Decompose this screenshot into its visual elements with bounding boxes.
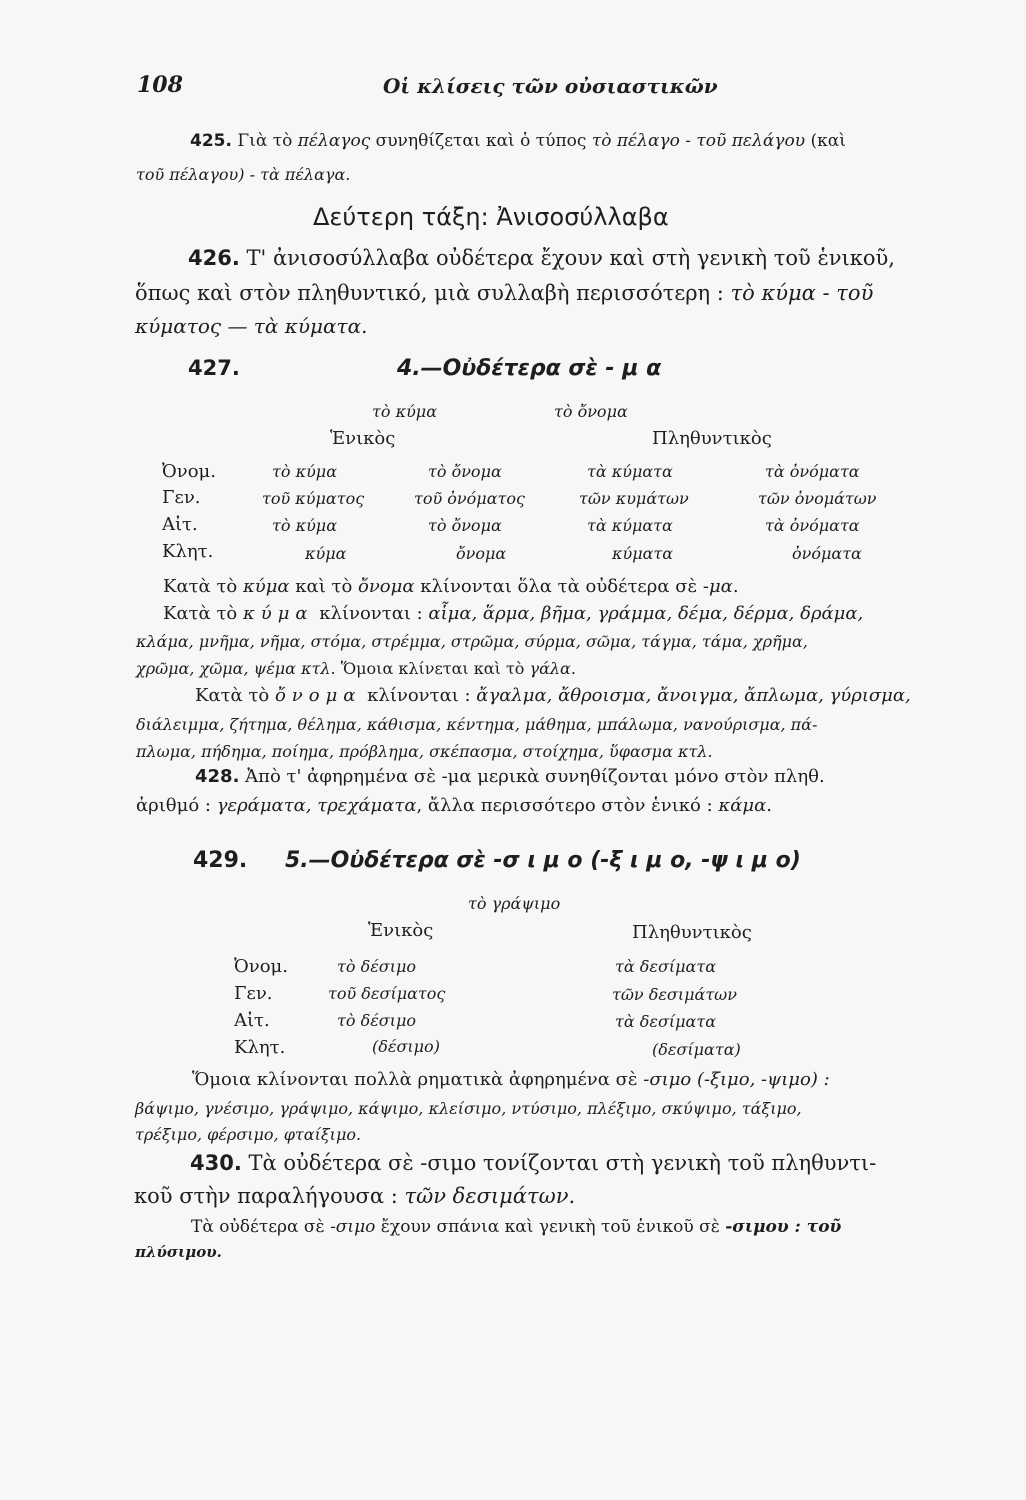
text: χρῶμα, χῶμα, ψέμα κτλ. [136, 659, 336, 678]
cell: τὸ κύμα [272, 516, 337, 535]
text: ἀριθμό : [136, 795, 217, 816]
text: συνηθίζεται καὶ ὁ τύπος [370, 131, 592, 151]
cell: τῶν κυμάτων [579, 489, 689, 508]
para-430-note-line2: πλύσιμου. [135, 1243, 222, 1261]
cell: κύμα [305, 544, 347, 563]
cell: τὸ ὄνομα [428, 462, 502, 481]
para-427-line5 [195, 685, 911, 706]
cell: ὄνομα [456, 544, 507, 563]
cell: τὸ δέσιμο [337, 1011, 417, 1030]
example-word: τὸ κύμα [372, 402, 437, 421]
para-425-line1 [190, 131, 846, 151]
case-label: Αἰτ. [162, 514, 198, 535]
text: κύμα [242, 603, 314, 624]
cell: τῶν ὀνομάτων [758, 489, 877, 508]
text: κλίνονται ὅλα τὰ οὐδέτερα σὲ - [414, 576, 709, 597]
section-number-429: 429. [193, 848, 248, 873]
text: Τ' ἀνισοσύλλαβα οὐδέτερα ἔχουν καὶ στὴ γενικὴ τοῦ ἑνικοῦ, [246, 246, 895, 270]
section-number-427: 427. [188, 356, 240, 380]
text: -σιμου : τοῦ [725, 1217, 842, 1237]
text: τὸ κύμα - τοῦ [730, 281, 874, 305]
text: (καὶ [805, 131, 846, 151]
para-429-line2: βάψιμο, γνέσιμο, γράψιμο, κάψιμο, κλείσιμο, ντύσιμο, πλέξιμο, σκύψιμο, τάξιμο, [135, 1099, 802, 1118]
page-number: 108 [137, 72, 183, 98]
case-label: Γεν. [162, 487, 201, 508]
text: Κατὰ τὸ [195, 685, 275, 706]
text: τὸ πέλαγο - τοῦ πελάγου [591, 131, 806, 151]
text: πέλαγος [297, 131, 371, 151]
cell: κύματα [612, 544, 674, 563]
para-429-line1 [192, 1069, 830, 1090]
text: Ὅμοια κλίνεται καὶ τὸ [335, 659, 530, 678]
para-428-line2 [136, 795, 772, 816]
case-label: Ὀνομ. [234, 956, 288, 977]
text: Γιὰ τὸ [237, 131, 298, 151]
section-number-425: 425. [190, 131, 232, 151]
singular-label: Ἑνικὸς [330, 428, 396, 449]
text: Κατὰ τὸ [163, 576, 243, 597]
para-427-line1 [163, 576, 739, 597]
para-427-line7: πλωμα, πήδημα, ποίημα, πρόβλημα, σκέπασμα, στοίχημα, ὕφασμα κτλ. [136, 742, 713, 761]
singular-label: Ἑνικὸς [368, 920, 434, 941]
text: , ἄλλα περισσότερο στὸν ἑνικό : [416, 795, 719, 816]
text: Τὰ οὐδέτερα σὲ [191, 1217, 331, 1237]
text: γεράματα, τρεχάματα [216, 795, 417, 816]
para-427-line4 [136, 659, 576, 678]
cell: ὀνόματα [792, 544, 862, 563]
text: ὅπως καὶ στὸν πληθυντικό, μιὰ συλλαβὴ περισσότερη : [135, 281, 731, 305]
cell: τοῦ δεσίματος [328, 984, 446, 1003]
para-427-line2 [163, 603, 863, 624]
text: τῶν δεσιμάτων [404, 1184, 569, 1208]
para-427-line6: διάλειμμα, ζήτημα, θέλημα, κάθισμα, κέντημα, μάθημα, μπάλωμα, νανούρισμα, πά- [136, 715, 818, 734]
text: Τὰ οὐδέτερα σὲ -σιμο τονίζονται στὴ γενικὴ τοῦ πληθυντι- [241, 1151, 877, 1175]
text: κοῦ στὴν παραλήγουσα : [134, 1184, 405, 1208]
cell: τὰ ὀνόματα [765, 462, 860, 481]
case-label: Γεν. [234, 983, 273, 1004]
text: κλίνονται : [313, 603, 429, 624]
section-number-430: 430. [190, 1151, 242, 1175]
text: ὄνομα [274, 685, 362, 706]
text: . [570, 659, 576, 678]
para-427-line3: κλάμα, μνῆμα, νῆμα, στόμα, στρέμμα, στρῶμα, σύρμα, σῶμα, τάγμα, τάμα, χρῆμα, [136, 632, 808, 651]
text: κύμα [242, 576, 290, 597]
cell: τὸ ὄνομα [428, 516, 502, 535]
cell: τοῦ ὀνόματος [414, 489, 525, 508]
example-word: τὸ γράψιμο [468, 894, 561, 913]
para-430-line1 [190, 1151, 876, 1175]
para-430-note-line1 [191, 1217, 841, 1237]
text: . [732, 576, 739, 597]
para-428-line1 [195, 766, 825, 787]
text: . [766, 795, 772, 816]
cell: τὸ κύμα [272, 462, 337, 481]
text: -σιμο [330, 1217, 376, 1237]
para-425-line2: τοῦ πέλαγου) - τὰ πέλαγα. [136, 165, 351, 184]
cell: (δέσιμο) [372, 1037, 440, 1056]
text: κλίνονται : [361, 685, 477, 706]
section-427-heading: 4.—Οὐδέτερα σὲ - μ α [397, 356, 662, 381]
cell: τῶν δεσιμάτων [612, 985, 737, 1004]
cell: (δεσίματα) [652, 1040, 741, 1059]
cell: τοῦ κύματος [262, 489, 365, 508]
cell: τὰ ὀνόματα [765, 516, 860, 535]
cell: τὰ κύματα [587, 516, 673, 535]
cell: τὸ δέσιμο [337, 957, 417, 976]
case-label: Κλητ. [162, 541, 214, 562]
section-429-heading: 5.—Οὐδέτερα σὲ -σ ι μ ο (-ξ ι μ ο, -ψ ι μ ο) [285, 848, 801, 873]
plural-label: Πληθυντικὸς [652, 428, 772, 449]
text: αἷμα, ἅρμα, βῆμα, γράμμα, δέμα, δέρμα, δράμα, [428, 603, 864, 624]
para-426-line3: κύματος — τὰ κύματα. [135, 314, 368, 338]
text: ἄγαλμα, ἄθροισμα, ἄνοιγμα, ἄπλωμα, γύρισμα, [476, 685, 911, 706]
cell: τὰ δεσίματα [615, 957, 717, 976]
para-426-line1 [188, 246, 895, 270]
case-label: Αἰτ. [234, 1010, 270, 1031]
example-word: τὸ ὄνομα [554, 402, 628, 421]
text: ἔχουν σπάνια καὶ γενικὴ τοῦ ἑνικοῦ σὲ [375, 1217, 726, 1237]
text: Ἀπὸ τ' ἀφηρημένα σὲ -μα μερικὰ συνηθίζονται μόνο στὸν πληθ. [239, 766, 825, 787]
text: κάμα [718, 795, 767, 816]
text: . [568, 1184, 576, 1208]
section-number-428: 428. [195, 766, 240, 787]
plural-label: Πληθυντικὸς [632, 922, 752, 943]
section-number-426: 426. [188, 246, 240, 270]
text: Κατὰ τὸ [163, 603, 243, 624]
case-label: Ὀνομ. [162, 461, 216, 482]
running-title: Οἱ κλίσεις τῶν οὐσιαστικῶν [383, 74, 718, 98]
para-430-line2 [134, 1184, 575, 1208]
text: μα [708, 576, 733, 597]
text: ὄνομα [358, 576, 415, 597]
cell: τὰ κύματα [587, 462, 673, 481]
para-426-line2 [135, 281, 873, 305]
case-label: Κλητ. [234, 1037, 286, 1058]
text: καὶ τὸ [289, 576, 359, 597]
para-429-line3: τρέξιμο, φέρσιμο, φταίξιμο. [135, 1125, 362, 1144]
text: Ὅμοια κλίνονται πολλὰ ρηματικὰ ἀφηρημένα σὲ [192, 1069, 644, 1090]
text: -σιμο (-ξιμο, -ψιμο) : [643, 1069, 830, 1090]
cell: τὰ δεσίματα [615, 1012, 717, 1031]
section-heading: Δεύτερη τάξη: Ἀνισοσύλλαβα [313, 203, 669, 231]
text: γάλα [529, 659, 571, 678]
